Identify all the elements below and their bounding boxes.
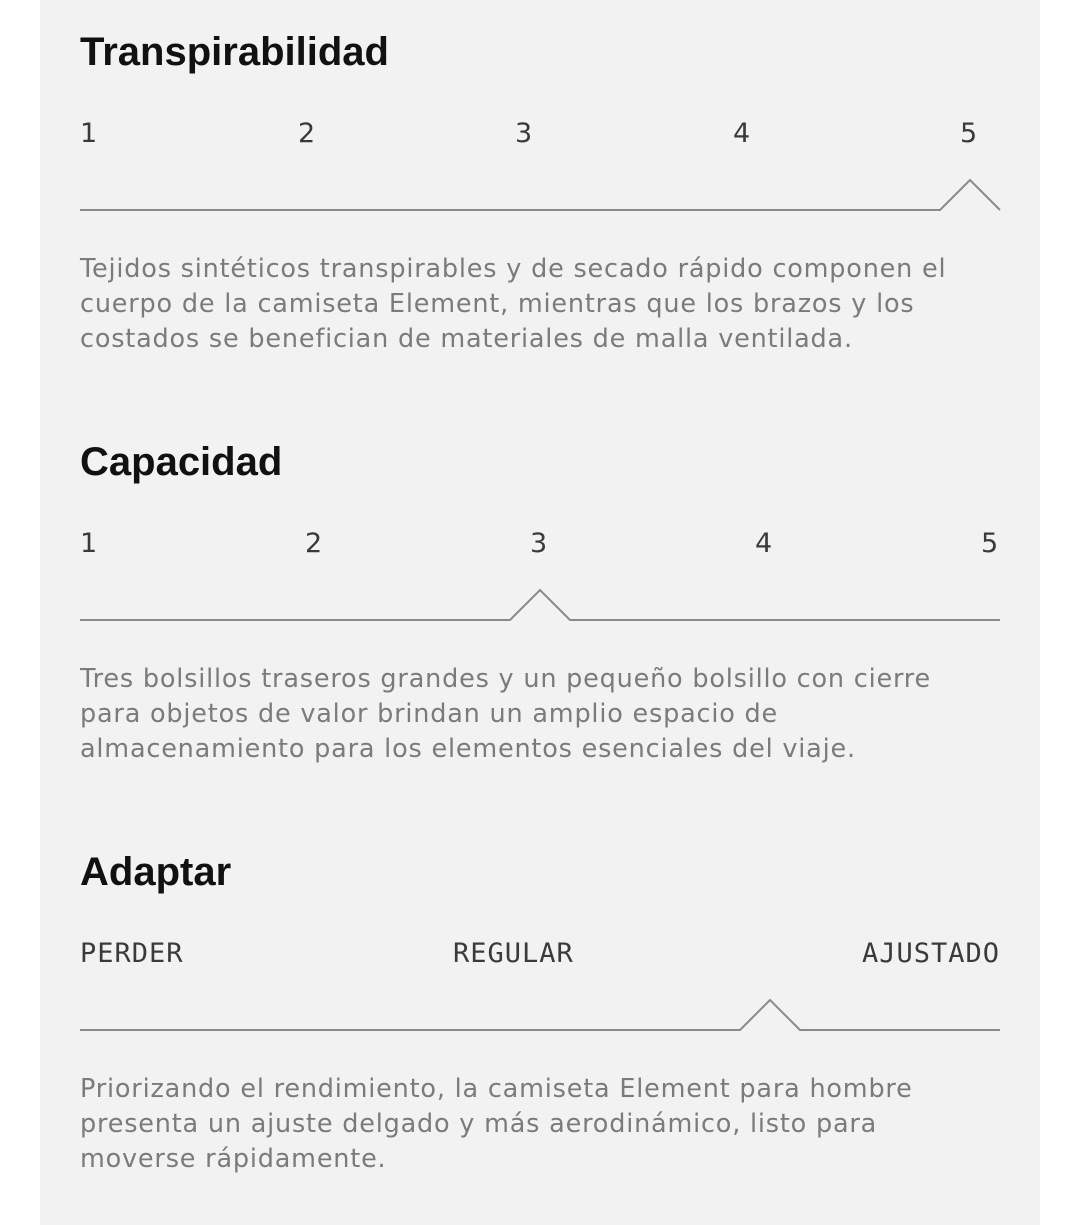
- rating-scale: [80, 117, 1000, 157]
- fit-scale: [80, 937, 1000, 977]
- scale-label-loose: PERDER: [80, 938, 184, 969]
- rating-indicator: [80, 180, 1000, 210]
- attribute-title: Adaptar: [80, 850, 232, 894]
- scale-label-3: 3: [530, 528, 548, 559]
- attribute-description: Tres bolsillos traseros grandes y un pequeño bolsillo con cierre para objetos de valor brindan un amplio espacio de almacenamiento para los elementos esenciales del viaje.: [80, 664, 932, 764]
- fit-indicator: [80, 1000, 1000, 1030]
- scale-label-1: 1: [80, 528, 98, 559]
- scale-label-3: 3: [515, 118, 533, 149]
- rating-scale: [80, 527, 1000, 567]
- attribute-description: Tejidos sintéticos transpirables y de secado rápido componen el cuerpo de la camiseta Element, mientras que los brazos y los costados se benefician de materiales de malla ventilada.: [80, 254, 947, 354]
- attribute-description: Priorizando el rendimiento, la camiseta Element para hombre presenta un ajuste delgado y más aerodinámico, listo para moverse rápidamente.: [80, 1074, 913, 1174]
- attribute-title: Transpirabilidad: [80, 30, 389, 74]
- rating-track: [80, 175, 1000, 215]
- scale-label-4: 4: [733, 118, 751, 149]
- scale-label-2: 2: [305, 528, 323, 559]
- attribute-title: Capacidad: [80, 440, 283, 484]
- rating-indicator: [80, 590, 1000, 620]
- scale-label-4: 4: [755, 528, 773, 559]
- scale-label-2: 2: [298, 118, 316, 149]
- scale-label-regular: REGULAR: [453, 938, 574, 969]
- scale-label-5: 5: [981, 528, 999, 559]
- scale-label-fitted: AJUSTADO: [861, 938, 1000, 969]
- scale-label-5: 5: [960, 118, 978, 149]
- rating-track: [80, 585, 1000, 625]
- scale-label-1: 1: [80, 118, 98, 149]
- product-attributes-panel: [40, 0, 1040, 1225]
- fit-track: [80, 995, 1000, 1035]
